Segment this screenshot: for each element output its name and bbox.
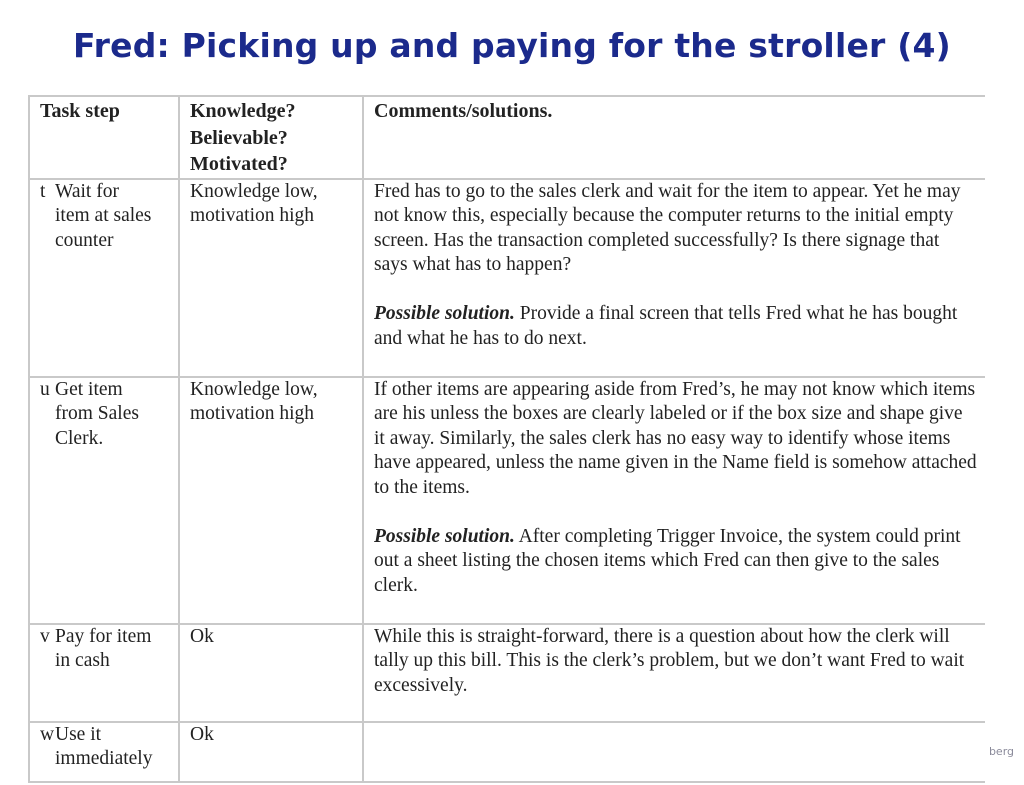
comments-cell <box>363 624 985 722</box>
comments-cell <box>363 377 985 624</box>
table-row <box>29 179 985 377</box>
slide-title: Fred: Picking up and paying for the stroller (4) <box>73 26 951 65</box>
knowledge-text: Ok <box>190 625 214 647</box>
knowledge-cell <box>179 179 363 377</box>
task-analysis-table <box>28 95 985 783</box>
step-text: immediately <box>55 748 153 769</box>
header-motivated-line: Motivated? <box>190 153 288 175</box>
solution-lead: Possible solution. <box>374 525 515 547</box>
header-knowledge <box>179 96 363 179</box>
task-step-cell <box>29 179 179 377</box>
task-step-cell <box>29 377 179 624</box>
step-text: item at sales <box>55 205 152 226</box>
comment-text: If other items are appearing aside from Fred’s, he may not know which items are his unless the boxes are clearly labeled or if the box size and shape give it away. Similarly, the sales clerk has no easy way to identify whose items have appeared, unless the name given in the Name field is somehow attached to the items. <box>374 378 977 498</box>
step-text: in cash <box>55 650 110 671</box>
comment-text: While this is straight-forward, there is a question about how the clerk will tally up this bill. This is the clerk’s problem, but we don’t want Fred to wait excessively. <box>374 625 965 696</box>
step-text: Pay for item <box>55 625 152 647</box>
header-comments-label: Comments/solutions. <box>374 100 553 122</box>
step-id: t <box>40 180 46 202</box>
knowledge-cell <box>179 722 363 782</box>
table-row <box>29 722 985 782</box>
knowledge-text: Knowledge low, <box>190 180 318 202</box>
header-task-step <box>29 96 179 179</box>
comments-cell <box>363 179 985 377</box>
task-table-container <box>28 95 985 785</box>
comment-text: Fred has to go to the sales clerk and wait for the item to appear. Yet he may not know this, especially because the computer returns to the initial empty screen. Has the transaction completed successfully? Is there signage that says what has to happen? <box>374 180 961 275</box>
step-text: Get item <box>55 378 123 400</box>
table-header-row <box>29 96 985 179</box>
step-id: u <box>40 378 50 400</box>
footer-text: berg <box>988 745 1014 758</box>
solution-lead: Possible solution. <box>374 303 515 324</box>
solution-text <box>374 302 977 351</box>
step-text: from Sales <box>55 403 139 424</box>
header-comments <box>363 96 985 179</box>
step-text: Wait for <box>55 180 119 202</box>
task-step-cell <box>29 624 179 722</box>
step-id: v <box>40 625 50 647</box>
task-step-cell <box>29 722 179 782</box>
step-text: Clerk. <box>55 427 104 449</box>
table-row <box>29 624 985 722</box>
header-believable-line: Believable? <box>190 126 288 149</box>
solution-body: Provide a final screen that tells Fred what he has bought and what he has to do next. <box>374 303 958 349</box>
knowledge-text: Ok <box>190 723 214 745</box>
header-task-step-label: Task step <box>40 100 120 122</box>
comments-cell <box>363 722 985 782</box>
knowledge-text: Knowledge low, <box>190 378 318 400</box>
step-text: Use it <box>55 723 102 745</box>
step-text: counter <box>55 229 114 251</box>
solution-body: After completing Trigger Invoice, the system could print out a sheet listing the chosen items which Fred can then give to the sales clerk. <box>374 525 961 596</box>
solution-text <box>374 525 977 599</box>
step-id: w <box>40 723 55 745</box>
table-row <box>29 377 985 624</box>
knowledge-cell <box>179 377 363 624</box>
motivation-text: motivation high <box>190 403 315 424</box>
header-knowledge-line: Knowledge? <box>190 100 296 122</box>
motivation-text: motivation high <box>190 205 315 226</box>
knowledge-cell <box>179 624 363 722</box>
